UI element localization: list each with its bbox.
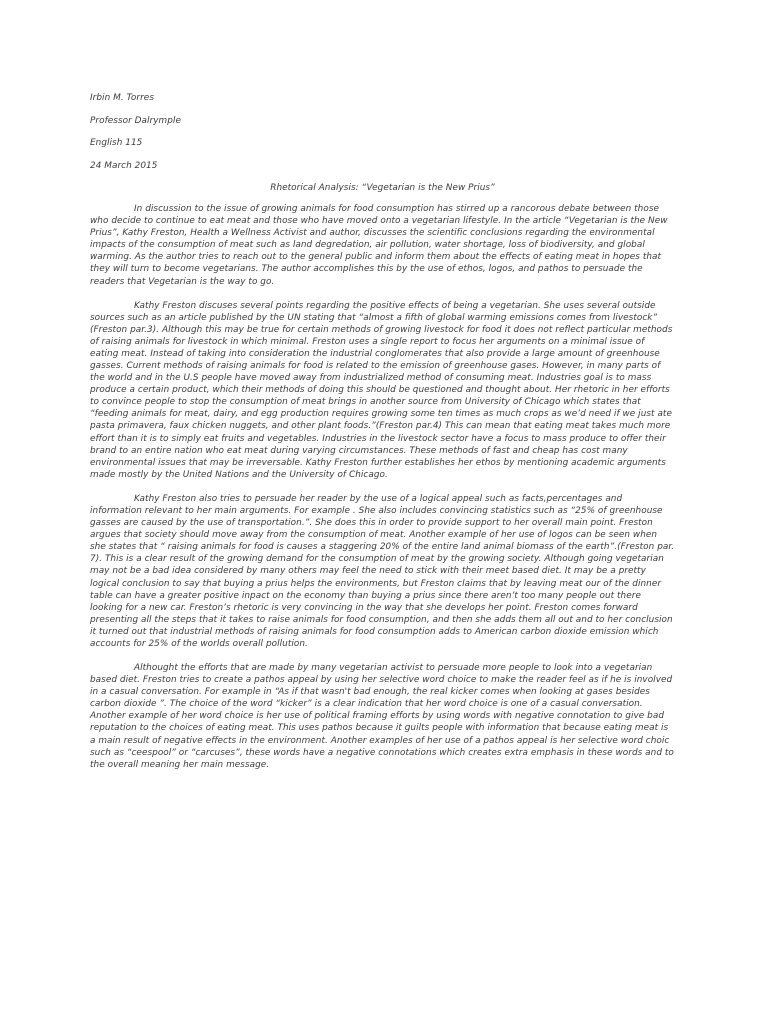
paragraph-logos: Kathy Freston also tries to persuade her reader by the use of a logical appeal such as facts,percentages and information relevant to her main arguments. For example . She also includes convincing statistics such as “25% of greenhouse gasses are caused by the use of transportation.”. She does this in order to provide support to her overall main point. Freston argues that society should move away from the consumption of meat. Another example of her use of logos can be seen when she states that “ raising animals for food is causes a staggering 20% of the entire land animal biomass of the earth”.(Freston par. 7). This is a clear result of the growing demand for the consumption of meat by the growing society. Although going vegetarian may not be a bad idea considered by many others may feel the need to stick with their meet based diet. It may be a pretty logical conclusion to say that buying a prius helps the environments, but Freston claims that by leaving meat our of the dinner table can have a greater positive inpact on the economy than buying a prius since there aren’t too many people out there looking for a new car. Freston’s rhetoric is very convincing in the way that she develops her point. Freston comes forward presenting all the steps that it takes to raise animals for food consumption, and then she adds them all out and to her conclusion it turned out that industrial methods of raising animals for food consumption adds to American carbon dioxide emission which accounts for 25% of the worlds overall pollution. [90, 493, 675, 649]
course-name: English 115 [90, 138, 143, 148]
paragraph-introduction: In discussion to the issue of growing animals for food consumption has stirred up a rancorous debate between those who decide to continue to eat meat and those who have moved onto a vegetarian lifestyle. In the article “Vegetarian is the New Prius”, Kathy Freston, Health a Wellness Activist and author, discusses the scientific conclusions regarding the environmental impacts of the consumption of meat such as land degredation, air pollution, water shortage, loss of biodiversity, and global warming. As the author tries to reach out to the general public and inform them about the effects of eating meat in hopes that they will turn to become vegetarians. The author accomplishes this by the use of ethos, logos, and pathos to persuade the readers that Vegetarian is the way to go. [90, 204, 668, 287]
document-date: 24 March 2015 [90, 160, 158, 171]
document-page [90, 92, 675, 783]
paragraph-ethos: Kathy Freston discuses several points regarding the positive effects of being a vegetarian. She uses several outside sources such as an article published by the UN stating that “almost a fifth of global warming emissions comes from livestock” (Freston par.3). Although this may be true for certain methods of growing livestock for food it does not reflect particular methods of raising animals for livestock in which minimal. Freston uses a single report to focus her arguments on a minimal issue of eating meat. Instead of taking into consideration the industrial conglomerates that also provide a large amount of greenhouse gasses. Current methods of raising animals for food is related to the emission of greenhouse gases. However, in many parts of the world and in the U.S people have moved away from industrialized method of consuming meat. Industries goal is to mass produce a certain product, which their methods of doing this should be questioned and thought about. Her rhetoric in her efforts to convince people to stop the consumption of meat brings in another source from University of Chicago which states that “feeding animals for meat, dairy, and egg production requires growing some ten times as much crops as we’d need if we just ate pasta primavera, faux chicken nuggets, and other plant foods.”(Freston par.4) This can mean that eating meat takes much more effort than it is to simply eat fruits and vegetables. Industries in the livestock sector have a focus to mass produce to offer their brand to an entire nation who eat meat during varying circumstances. These methods of fast and cheap has cost many environmental issues that may be irreversable. Kathy Freston further establishes her ethos by mentioning academic arguments made mostly by the United Nations and the University of Chicago. [90, 300, 673, 480]
student-name: Irbin M. Torres [90, 93, 154, 103]
essay-title: Rhetorical Analysis: “Vegetarian is the New Prius” [270, 183, 495, 193]
professor-name: Professor Dalrymple [90, 115, 181, 126]
paragraph-pathos: Althought the efforts that are made by many vegetarian activist to persuade more people to look into a vegetarian based diet. Freston tries to create a pathos appeal by using her selective word choice to make the reader feel as if he is involved in a casual conversation. For example in “As if that wasn't bad enough, the real kicker comes when looking at gases besides carbon dioxide ”. The choice of the word “kicker” is a clear indication that her word choice is one of a casual conversation. Another example of her word choice is her use of political framing efforts by using words with negative connotation to give bad reputation to the choices of eating meat. This uses pathos because it guilts people with information that because eating meat is a main result of negative effects in the environment. Another examples of her use of a pathos appeal is her selective word choic such as “ceespool” or “carcuses”, these words have a negative connotations which creates extra emphasis in these words and to the overall meaning her main message. [90, 662, 674, 770]
